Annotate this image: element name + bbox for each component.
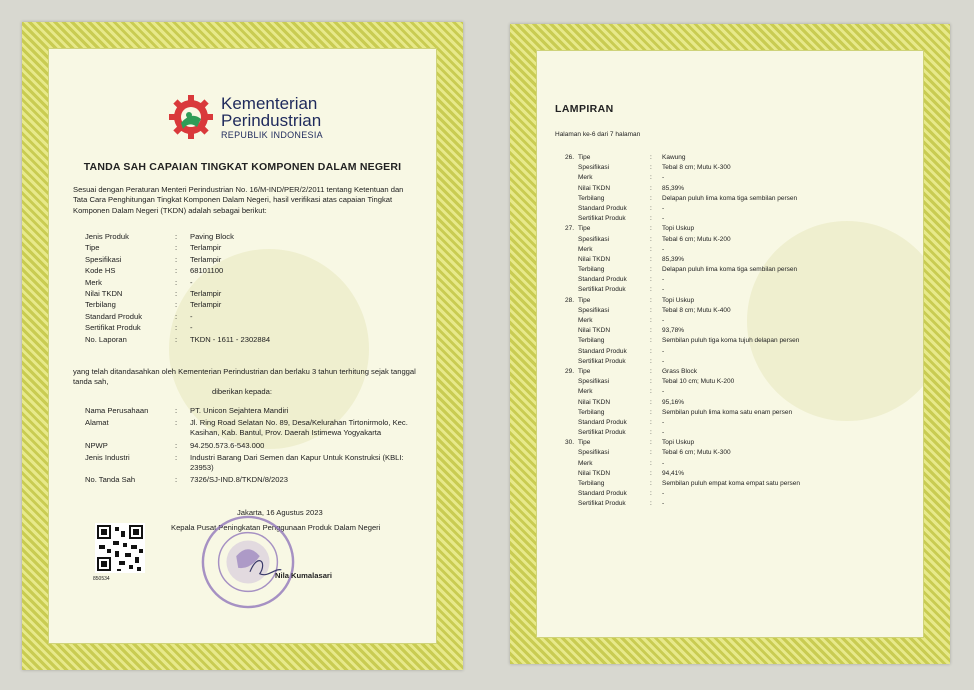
item-colon: : bbox=[650, 286, 652, 294]
official-stamp bbox=[199, 513, 297, 611]
attachment-row bbox=[565, 316, 800, 326]
field-row bbox=[85, 453, 425, 473]
item-value: 94,41% bbox=[662, 469, 685, 477]
item-value: - bbox=[662, 490, 665, 498]
attachment-row bbox=[565, 214, 800, 224]
item-colon: : bbox=[650, 154, 652, 161]
item-colon: : bbox=[650, 439, 652, 447]
item-value: Tebal 6 cm; Mutu K-300 bbox=[662, 449, 731, 457]
item-value: - bbox=[662, 204, 665, 212]
field-row bbox=[85, 311, 425, 322]
attachment-body bbox=[536, 50, 924, 638]
brand-line-3: REPUBLIK INDONESIA bbox=[221, 129, 323, 140]
item-value: Sembilan puluh lima koma satu enam persen bbox=[662, 408, 793, 416]
item-value: - bbox=[662, 174, 665, 182]
item-number bbox=[565, 428, 576, 438]
validity-text: yang telah ditandasahkan oleh Kementerian Perindustrian dan berlaku 3 tahun terhitung sejak tanggal tanda sah, bbox=[73, 367, 416, 387]
item-colon: : bbox=[650, 388, 652, 396]
item-number bbox=[565, 459, 576, 469]
certificate-page bbox=[22, 22, 463, 670]
item-number: 27. bbox=[565, 225, 575, 233]
attachment-row bbox=[565, 153, 800, 163]
item-label: Spesifikasi bbox=[578, 449, 610, 457]
field-label: Kode HS bbox=[85, 266, 116, 276]
item-number bbox=[565, 163, 576, 173]
field-colon: : bbox=[175, 311, 178, 321]
item-label: Tipe bbox=[578, 154, 591, 161]
attachment-row bbox=[565, 194, 800, 204]
attachment-row bbox=[565, 448, 800, 458]
item-label: Tipe bbox=[578, 296, 591, 304]
item-number bbox=[565, 387, 576, 397]
field-value: Terlampir bbox=[190, 288, 222, 298]
item-value: - bbox=[662, 418, 665, 426]
field-colon: : bbox=[175, 243, 178, 253]
item-number bbox=[565, 235, 576, 245]
item-colon: : bbox=[650, 347, 652, 355]
item-colon: : bbox=[650, 164, 652, 172]
attachment-row bbox=[565, 163, 800, 173]
attachment-row bbox=[565, 459, 800, 469]
item-value: Topi Uskup bbox=[662, 296, 695, 304]
item-label: Standard Produk bbox=[578, 276, 627, 284]
field-colon: : bbox=[175, 452, 178, 462]
item-number bbox=[565, 418, 576, 428]
item-label: Nilai TKDN bbox=[578, 255, 611, 263]
signer-name: Nila Kumalasari bbox=[275, 571, 332, 580]
item-value: 95,16% bbox=[662, 398, 685, 406]
field-label: Merk bbox=[85, 277, 102, 287]
item-label: Terbilang bbox=[578, 266, 605, 274]
item-value: - bbox=[662, 429, 665, 437]
field-row bbox=[85, 299, 425, 310]
attachment-row bbox=[565, 428, 800, 438]
attachment-row bbox=[565, 387, 800, 397]
attachment-row bbox=[565, 296, 800, 306]
field-row bbox=[85, 277, 425, 288]
item-number bbox=[565, 306, 576, 316]
item-number bbox=[565, 285, 576, 295]
item-colon: : bbox=[650, 337, 652, 345]
item-number: 30. bbox=[565, 439, 575, 447]
item-value: Delapan puluh lima koma tiga sembilan persen bbox=[662, 194, 798, 202]
item-colon: : bbox=[650, 215, 652, 223]
item-number bbox=[565, 357, 576, 367]
item-label: Nilai TKDN bbox=[578, 398, 611, 406]
item-colon: : bbox=[650, 469, 652, 477]
field-value: - bbox=[190, 323, 193, 333]
item-label: Merk bbox=[578, 317, 593, 324]
field-value: Jl. Ring Road Selatan No. 89, Desa/Kelurahan Tirtonirmolo, Kec. Kasihan, Kab. Bantul, Prov. Daerah Istimewa Yogyakarta bbox=[190, 418, 408, 438]
item-value: - bbox=[662, 357, 665, 365]
item-label: Standard Produk bbox=[578, 204, 627, 212]
item-label: Standard Produk bbox=[578, 490, 627, 498]
field-colon: : bbox=[175, 277, 178, 287]
item-colon: : bbox=[650, 357, 652, 365]
field-value: - bbox=[190, 277, 193, 287]
item-value: Topi Uskup bbox=[662, 225, 695, 233]
field-colon: : bbox=[175, 266, 178, 276]
item-colon: : bbox=[650, 459, 652, 467]
attachment-row bbox=[565, 326, 800, 336]
signer-title: Kepala Pusat Peningkatan Penggunaan Produk Dalam Negeri bbox=[171, 523, 381, 532]
item-value: Tebal 6 cm; Mutu K-200 bbox=[662, 235, 731, 243]
attachment-row bbox=[565, 377, 800, 387]
intro-paragraph: Sesuai dengan Peraturan Menteri Perindustrian No. 16/M-IND/PER/2/2011 tentang Ketentuan dan Tata Cara Penghitungan Tingkat Komponen Dalam Negeri, hasil verifikasi atas capaian Tingkat Komponen Dalam Negeri (TKDN) adalah sebagai berikut: bbox=[73, 185, 404, 215]
field-label: Terbilang bbox=[85, 300, 116, 310]
field-value: Terlampir bbox=[190, 254, 222, 264]
item-value: - bbox=[662, 286, 665, 294]
field-value: 7326/SJ-IND.8/TKDN/8/2023 bbox=[190, 475, 288, 485]
field-row bbox=[85, 322, 425, 333]
field-row bbox=[85, 265, 425, 276]
item-value: Tebal 8 cm; Mutu K-300 bbox=[662, 164, 731, 172]
field-value: Industri Barang Dari Semen dan Kapur Untuk Konstruksi (KBLI: 23953) bbox=[190, 452, 404, 472]
item-value: Delapan puluh lima koma tiga sembilan persen bbox=[662, 266, 798, 274]
item-number bbox=[565, 173, 576, 183]
field-value: 68101100 bbox=[190, 266, 224, 276]
attachment-row bbox=[565, 367, 800, 377]
item-number bbox=[565, 336, 576, 346]
item-value: Grass Block bbox=[662, 367, 698, 375]
field-row bbox=[85, 231, 425, 242]
item-number bbox=[565, 408, 576, 418]
item-label: Spesifikasi bbox=[578, 164, 610, 172]
brand-line-2: Perindustrian bbox=[221, 110, 322, 130]
attachment-row bbox=[565, 336, 800, 346]
item-colon: : bbox=[650, 490, 652, 498]
attachment-row bbox=[565, 255, 800, 265]
item-value: Sembilan puluh tiga koma tujuh delapan persen bbox=[662, 337, 800, 345]
attachment-row bbox=[565, 438, 800, 448]
item-colon: : bbox=[650, 184, 652, 192]
attachment-row bbox=[565, 398, 800, 408]
attachment-row bbox=[565, 479, 800, 489]
field-colon: : bbox=[175, 232, 178, 241]
item-label: Merk bbox=[578, 245, 593, 253]
field-label: Alamat bbox=[85, 418, 109, 428]
attachment-row bbox=[565, 357, 800, 367]
certificate-title: TANDA SAH CAPAIAN TINGKAT KOMPONEN DALAM NEGERI bbox=[83, 161, 402, 173]
item-number bbox=[565, 265, 576, 275]
field-label: Spesifikasi bbox=[85, 254, 122, 264]
item-label: Merk bbox=[578, 459, 593, 467]
item-value: Tebal 8 cm; Mutu K-400 bbox=[662, 306, 731, 314]
field-label: Tipe bbox=[85, 243, 100, 253]
item-label: Spesifikasi bbox=[578, 306, 610, 314]
item-colon: : bbox=[650, 449, 652, 457]
attachment-row bbox=[565, 184, 800, 194]
item-colon: : bbox=[650, 235, 652, 243]
page-info: Halaman ke-6 dari 7 halaman bbox=[555, 131, 641, 138]
item-label: Terbilang bbox=[578, 480, 605, 487]
item-colon: : bbox=[650, 500, 652, 508]
item-colon: : bbox=[650, 418, 652, 426]
field-colon: : bbox=[175, 288, 178, 298]
field-colon: : bbox=[175, 418, 178, 428]
field-colon: : bbox=[175, 254, 178, 264]
item-value: - bbox=[662, 317, 665, 324]
item-label: Tipe bbox=[578, 439, 591, 447]
attachment-row bbox=[565, 235, 800, 245]
field-label: Jenis Produk bbox=[85, 232, 129, 241]
item-label: Tipe bbox=[578, 225, 591, 233]
item-number bbox=[565, 204, 576, 214]
item-number bbox=[565, 184, 576, 194]
field-row bbox=[85, 406, 425, 416]
field-value: PT. Unicon Sejahtera Mandiri bbox=[190, 406, 289, 415]
item-number bbox=[565, 275, 576, 285]
item-label: Terbilang bbox=[578, 337, 605, 345]
item-number bbox=[565, 326, 576, 336]
field-row bbox=[85, 418, 425, 438]
field-value: 94.250.573.6-543.000 bbox=[190, 440, 265, 450]
given-to-text: diberikan kepada: bbox=[212, 387, 272, 396]
item-value: Tebal 10 cm; Mutu K-200 bbox=[662, 378, 735, 386]
item-value: - bbox=[662, 388, 665, 396]
item-label: Sertifikat Produk bbox=[578, 500, 626, 508]
field-value: TKDN - 1611 - 2302884 bbox=[190, 334, 271, 344]
field-colon: : bbox=[175, 440, 178, 450]
item-number: 28. bbox=[565, 296, 575, 304]
item-value: 85,39% bbox=[662, 184, 685, 192]
item-label: Standard Produk bbox=[578, 347, 627, 355]
item-number bbox=[565, 377, 576, 387]
item-label: Spesifikasi bbox=[578, 378, 610, 386]
item-colon: : bbox=[650, 225, 652, 233]
field-label: Sertifikat Produk bbox=[85, 323, 141, 333]
item-label: Nilai TKDN bbox=[578, 184, 611, 192]
item-label: Standard Produk bbox=[578, 418, 627, 426]
attachment-row bbox=[565, 489, 800, 499]
item-value: - bbox=[662, 245, 665, 253]
item-colon: : bbox=[650, 266, 652, 274]
item-number bbox=[565, 398, 576, 408]
item-label: Terbilang bbox=[578, 408, 605, 416]
field-colon: : bbox=[175, 475, 178, 485]
attachment-row bbox=[565, 275, 800, 285]
item-colon: : bbox=[650, 429, 652, 437]
item-value: - bbox=[662, 215, 665, 223]
item-label: Merk bbox=[578, 388, 593, 396]
field-label: Jenis Industri bbox=[85, 452, 130, 462]
attachment-row bbox=[565, 499, 800, 509]
item-value: 85,39% bbox=[662, 255, 685, 263]
item-number bbox=[565, 489, 576, 499]
item-colon: : bbox=[650, 306, 652, 314]
certificate-body bbox=[48, 48, 437, 644]
place-date: Jakarta, 16 Agustus 2023 bbox=[237, 508, 323, 517]
item-colon: : bbox=[650, 245, 652, 253]
attachment-heading: LAMPIRAN bbox=[555, 103, 614, 115]
item-label: Nilai TKDN bbox=[578, 469, 611, 477]
field-label: No. Tanda Sah bbox=[85, 475, 136, 485]
item-colon: : bbox=[650, 296, 652, 304]
attachment-row bbox=[565, 204, 800, 214]
item-label: Sertifikat Produk bbox=[578, 429, 626, 437]
item-label: Merk bbox=[578, 174, 593, 182]
field-label: Standard Produk bbox=[85, 311, 142, 321]
field-row bbox=[85, 242, 425, 253]
item-label: Tipe bbox=[578, 367, 591, 375]
attachment-row bbox=[565, 285, 800, 295]
item-label: Sertifikat Produk bbox=[578, 286, 626, 294]
item-value: - bbox=[662, 459, 665, 467]
item-value: Kawung bbox=[662, 154, 686, 161]
field-value: Terlampir bbox=[190, 300, 222, 310]
item-number bbox=[565, 469, 576, 479]
item-number bbox=[565, 347, 576, 357]
item-label: Sertifikat Produk bbox=[578, 357, 626, 365]
field-row bbox=[85, 441, 425, 451]
item-number bbox=[565, 499, 576, 509]
item-number bbox=[565, 255, 576, 265]
attachment-list bbox=[565, 153, 800, 510]
item-number bbox=[565, 194, 576, 204]
field-label: No. Laporan bbox=[85, 334, 127, 344]
item-value: Sembilan puluh empat koma empat satu persen bbox=[662, 480, 801, 487]
item-number bbox=[565, 245, 576, 255]
item-colon: : bbox=[650, 276, 652, 284]
brand-line-1: Kementerian bbox=[221, 93, 318, 113]
field-label: Nama Perusahaan bbox=[85, 406, 149, 415]
attachment-row bbox=[565, 469, 800, 479]
item-value: - bbox=[662, 347, 665, 355]
field-colon: : bbox=[175, 406, 178, 415]
product-fields bbox=[85, 231, 425, 345]
item-colon: : bbox=[650, 367, 652, 375]
item-colon: : bbox=[650, 327, 652, 335]
qr-code-number: 850534 bbox=[93, 576, 110, 582]
item-number bbox=[565, 214, 576, 224]
attachment-row bbox=[565, 408, 800, 418]
item-colon: : bbox=[650, 204, 652, 212]
item-colon: : bbox=[650, 408, 652, 416]
item-label: Nilai TKDN bbox=[578, 327, 611, 335]
item-number: 29. bbox=[565, 367, 575, 375]
item-label: Sertifikat Produk bbox=[578, 215, 626, 223]
field-label: Nilai TKDN bbox=[85, 288, 123, 298]
company-fields bbox=[85, 406, 425, 488]
attachment-row bbox=[565, 245, 800, 255]
item-number bbox=[565, 316, 576, 326]
item-colon: : bbox=[650, 398, 652, 406]
item-colon: : bbox=[650, 255, 652, 263]
field-colon: : bbox=[175, 300, 178, 310]
gear-logo-icon bbox=[167, 93, 215, 141]
attachment-row bbox=[565, 265, 800, 275]
field-row bbox=[85, 254, 425, 265]
attachment-row bbox=[565, 224, 800, 234]
item-value: - bbox=[662, 500, 665, 508]
item-number bbox=[565, 479, 576, 489]
item-colon: : bbox=[650, 194, 652, 202]
item-value: - bbox=[662, 276, 665, 284]
item-label: Terbilang bbox=[578, 194, 605, 202]
item-colon: : bbox=[650, 317, 652, 324]
attachment-row bbox=[565, 418, 800, 428]
field-value: Paving Block bbox=[190, 232, 234, 241]
qr-code bbox=[95, 523, 145, 573]
attachment-row bbox=[565, 347, 800, 357]
field-row bbox=[85, 334, 425, 345]
field-label: NPWP bbox=[85, 440, 108, 450]
attachment-row bbox=[565, 306, 800, 316]
field-colon: : bbox=[175, 323, 178, 333]
attachment-page bbox=[510, 24, 950, 664]
item-number bbox=[565, 448, 576, 458]
item-colon: : bbox=[650, 174, 652, 182]
ministry-logo bbox=[167, 93, 323, 141]
item-colon: : bbox=[650, 378, 652, 386]
item-colon: : bbox=[650, 480, 652, 487]
field-value: - bbox=[190, 311, 193, 321]
attachment-row bbox=[565, 173, 800, 183]
item-label: Spesifikasi bbox=[578, 235, 610, 243]
field-colon: : bbox=[175, 334, 178, 344]
field-value: Terlampir bbox=[190, 243, 222, 253]
item-value: 93,78% bbox=[662, 327, 685, 335]
item-number: 26. bbox=[565, 154, 575, 161]
item-value: Topi Uskup bbox=[662, 439, 695, 447]
field-row bbox=[85, 288, 425, 299]
field-row bbox=[85, 475, 425, 485]
